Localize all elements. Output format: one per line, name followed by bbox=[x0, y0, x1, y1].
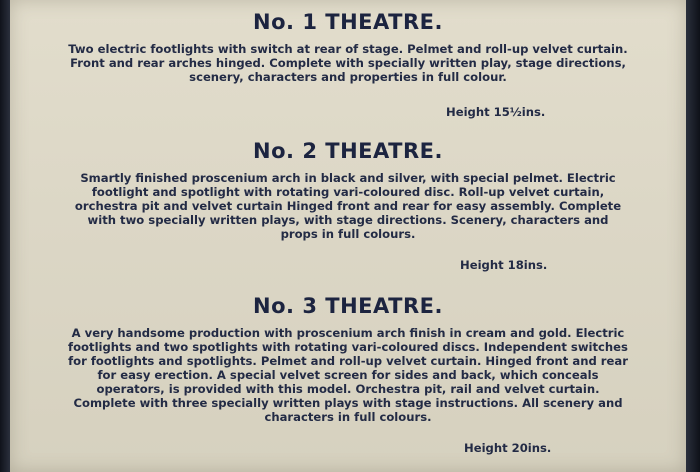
theatre-2-height: Height 18ins. bbox=[460, 258, 548, 272]
theatre-3-description: A very handsome production with proscenium arch finish in cream and gold. Electric footlights and two spotlights with rotating vari-coloured discs. Independent switches for footlights and spotlights. Pelmet and roll-up velvet curtain. Hinged front and rear for easy erection. A special velvet screen for sides and back, which conceals operators, is provided with this model. Orchestra pit, rail and velvet curtain. Complete with three specially written plays with stage instructions. All scenery and characters in full colours. bbox=[68, 326, 628, 424]
photo-edge-left bbox=[0, 0, 10, 472]
theatre-section-1 bbox=[10, 10, 686, 119]
theatre-1-height: Height 15½ins. bbox=[446, 105, 546, 119]
theatre-3-height: Height 20ins. bbox=[464, 441, 552, 455]
photo-edge-right bbox=[686, 0, 700, 472]
theatre-3-title: No. 3 THEATRE. bbox=[253, 294, 443, 318]
theatre-1-title: No. 1 THEATRE. bbox=[253, 10, 443, 34]
theatre-1-description: Two electric footlights with switch at rear of stage. Pelmet and roll-up velvet curtain. Front and rear arches hinged. Complete with specially written play, stage directions, scenery, characters and properties in full colour. bbox=[68, 42, 628, 84]
catalogue-page bbox=[10, 0, 686, 472]
theatre-2-title: No. 2 THEATRE. bbox=[253, 139, 443, 163]
theatre-2-description: Smartly finished proscenium arch in black and silver, with special pelmet. Electric footlight and spotlight with rotating vari-coloured disc. Roll-up velvet curtain, orchestra pit and velvet curtain Hinged front and rear for easy assembly. Complete with two specially written plays, with stage directions. Scenery, characters and props in full colours. bbox=[74, 171, 622, 241]
theatre-section-3 bbox=[10, 294, 686, 455]
theatre-section-2 bbox=[10, 139, 686, 272]
